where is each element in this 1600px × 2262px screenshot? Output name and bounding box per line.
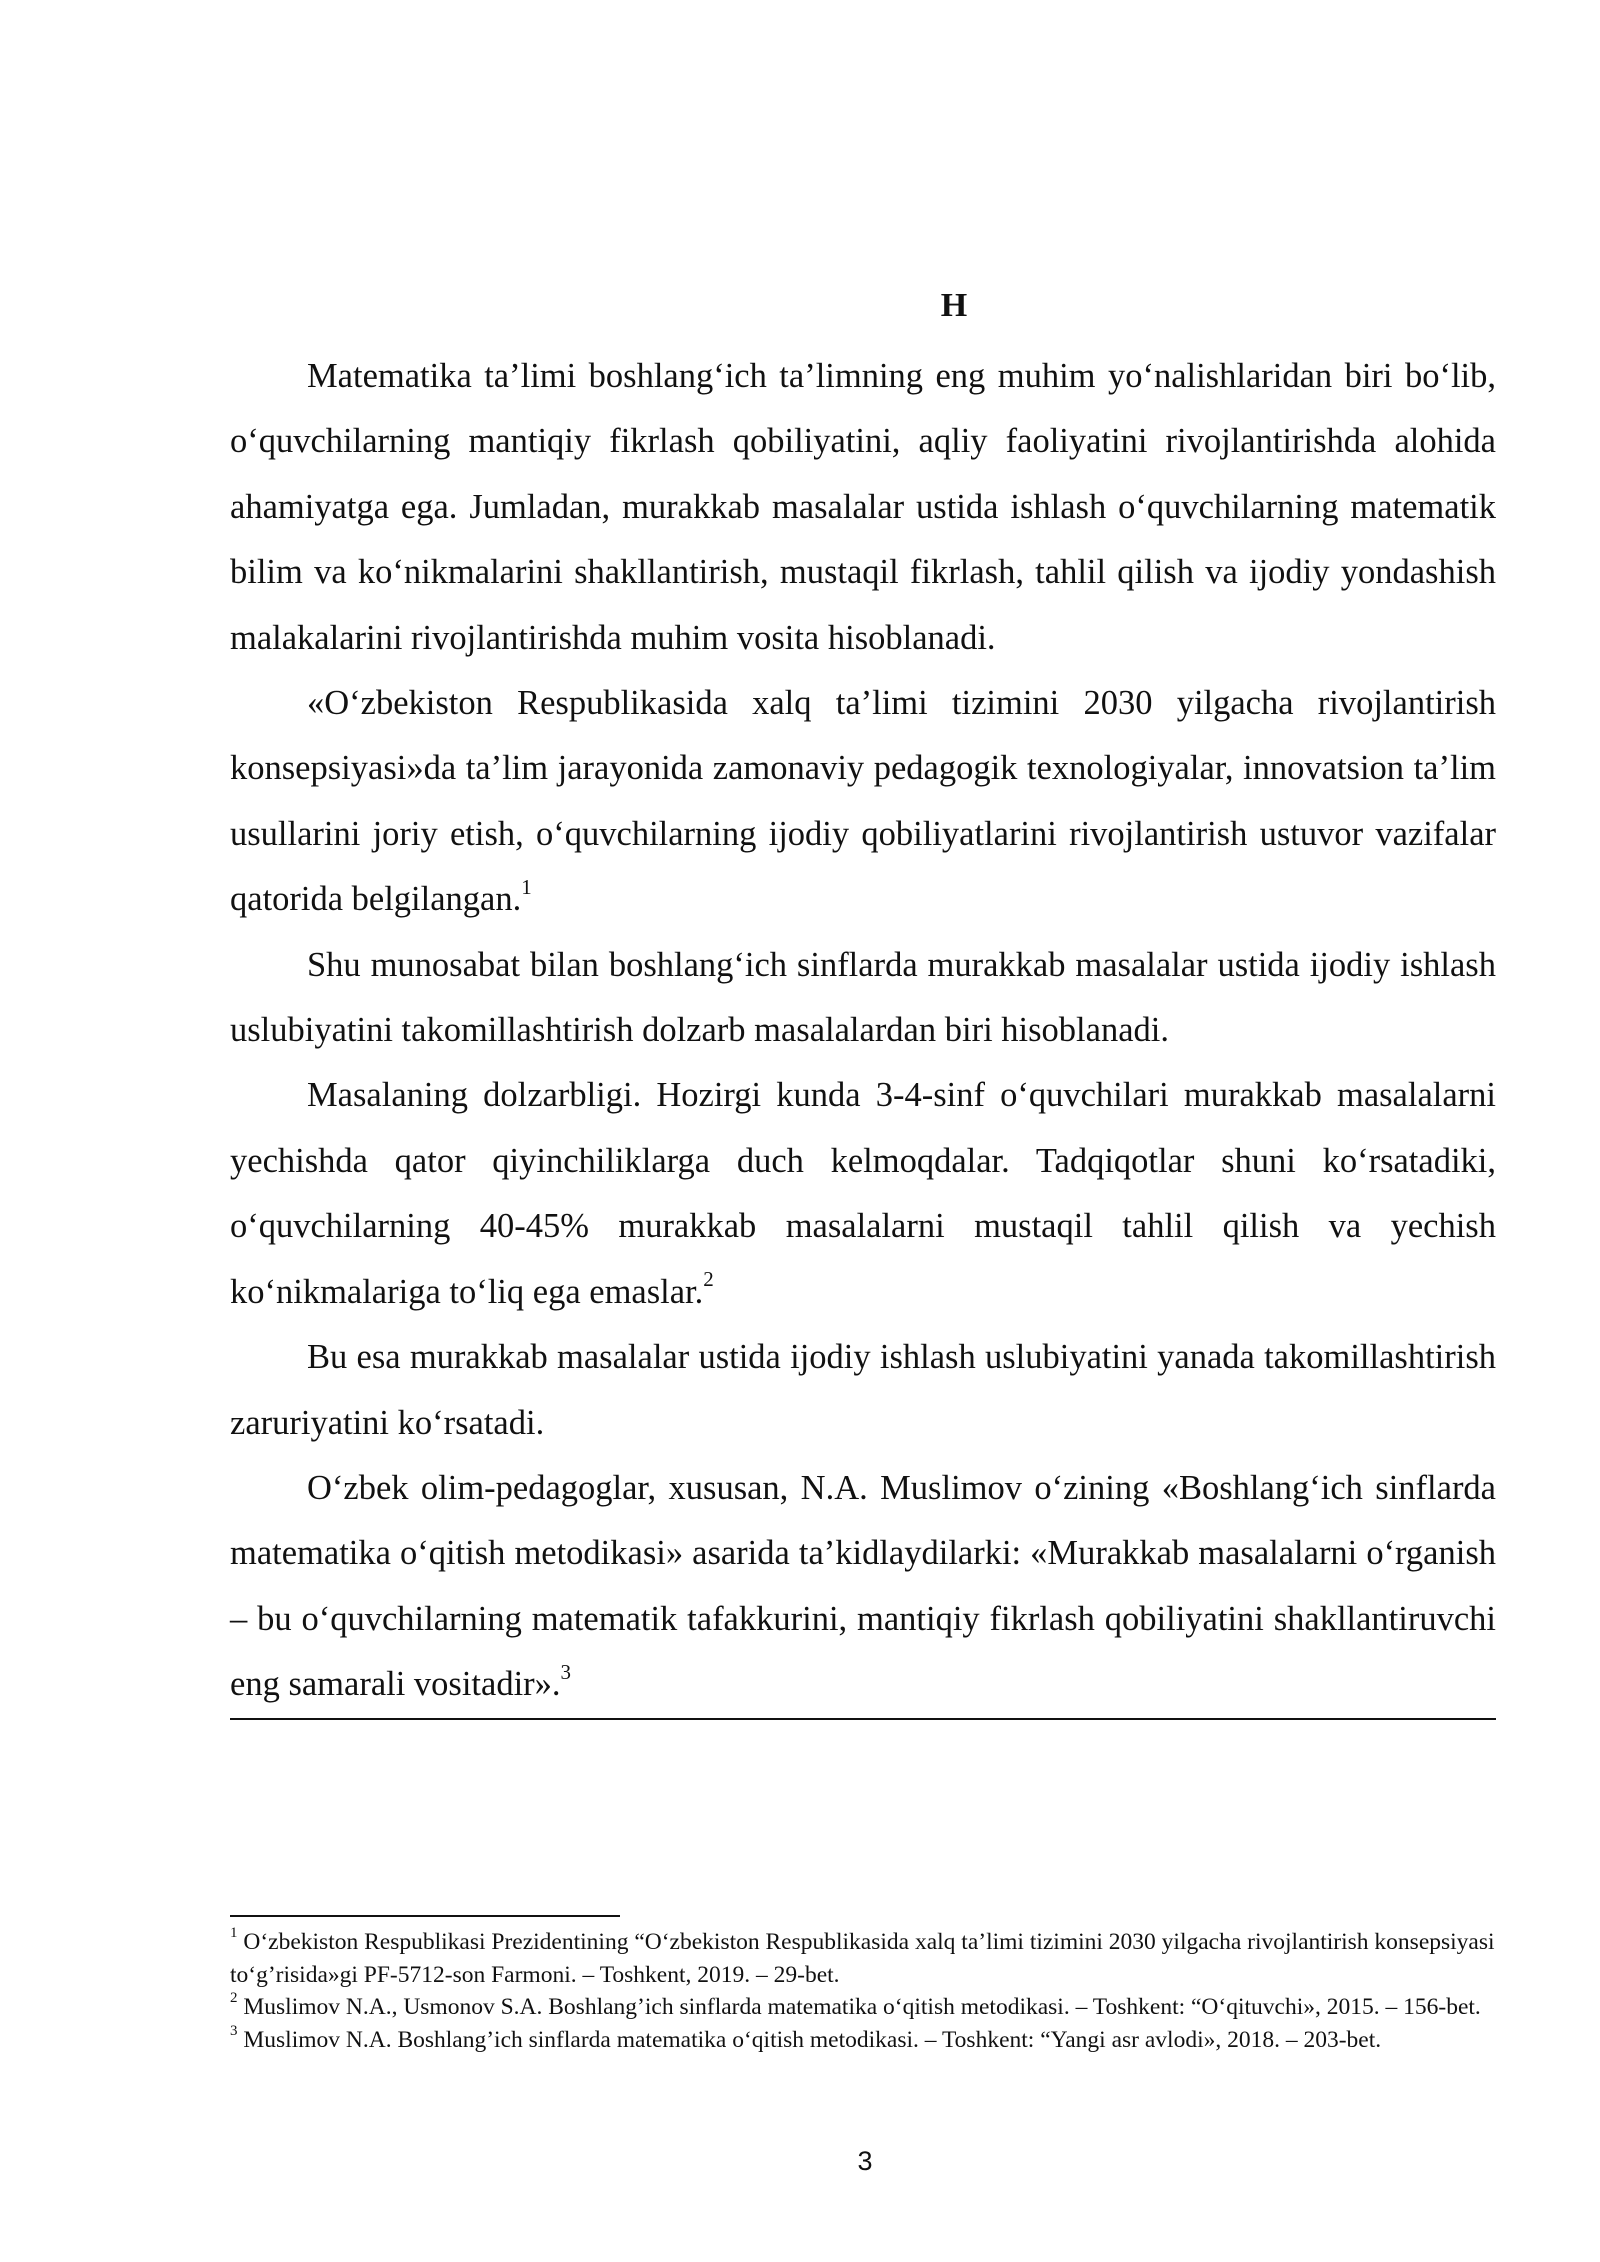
paragraph	[230, 671, 1496, 933]
paragraph	[230, 1325, 1496, 1456]
paragraph-text: Masalaning dolzarbligi. Hozirgi kunda 3-4-sinf o‘quvchilari murakkab masalalarni yechishda qator qiyinchiliklarga duch kelmoqdalar. Tadqiqotlar shuni ko‘rsatadiki, o‘quvchilarning 40-45% murakkab masalalarni mustaqil tahlil qilish va yechish ko‘nikmalariga to‘liq ega emaslar.	[230, 1076, 1496, 1311]
paragraph	[230, 344, 1496, 671]
footnote-reference[interactable]: 2	[703, 1267, 714, 1292]
footnote	[230, 1991, 1496, 2024]
paragraph	[230, 1063, 1496, 1325]
footnotes	[230, 1926, 1496, 2056]
paragraph-text: Shu munosabat bilan boshlang‘ich sinflarda murakkab masalalar ustida ijodiy ishlash uslubiyatini takomillashtirish dolzarb masalalardan biri hisoblanadi.	[230, 945, 1496, 1050]
body-text	[230, 344, 1496, 1720]
paragraph-text: Matematika ta’limi boshlang‘ich ta’limning eng muhim yo‘nalishlaridan biri bo‘lib, o‘quvchilarning mantiqiy fikrlash qobiliyatini, aqliy faoliyatini rivojlantirishda alohida ahamiyatga ega. Jumladan, murakkab masalalar ustida ishlash o‘quvchilarning matematik bilim va ko‘nikmalarini shakllantirish, mustaqil fikrlash, tahlil qilish va ijodiy yondashish malakalarini rivojlantirishda muhim vosita hisoblanadi.	[230, 357, 1496, 657]
page-number: 3	[857, 2146, 873, 2176]
footnote-text: O‘zbekiston Respublikasi Prezidentining “O‘zbekiston Respublikasida xalq ta’limi tizimini 2030 yilgacha rivojlantirish konsepsiyasi to‘g’risida»gi PF-5712-son Farmoni. – Toshkent, 2019. – 29-bet.	[230, 1929, 1495, 1988]
footnote-text: Muslimov N.A., Usmonov S.A. Boshlang’ich sinflarda matematika o‘qitish metodikasi. – Toshkent: “O‘qituvchi», 2015. – 156-bet.	[243, 1994, 1481, 2021]
section-heading: H	[940, 287, 968, 324]
footnote-text: Muslimov N.A. Boshlang’ich sinflarda matematika o‘qitish metodikasi. – Toshkent: “Yangi asr avlodi», 2018. – 203-bet.	[243, 2026, 1382, 2053]
footnote-reference[interactable]: 3	[560, 1659, 572, 1684]
paragraph-text: Bu esa murakkab masalalar ustida ijodiy ishlash uslubiyatini yanada takomillashtirish zaruriyatini ko‘rsatadi.	[230, 1338, 1496, 1442]
footnote-mark: 3	[230, 2022, 238, 2039]
footnote-separator	[230, 1915, 620, 1917]
footnote-mark: 2	[230, 1990, 238, 2007]
paragraph	[230, 933, 1496, 1064]
paragraph-text: «O‘zbekiston Respublikasida xalq ta’limi tizimini 2030 yilgacha rivojlantirish konsepsiyasi»da ta’lim jarayonida zamonaviy pedagogik texnologiyalar, innovatsion ta’lim usullarini joriy etish, o‘quvchilarning ijodiy qobiliyatlarini rivojlantirish ustuvor vazifalar qatorida belgilangan.	[230, 684, 1496, 919]
footnote	[230, 2024, 1496, 2057]
paragraph-text: O‘zbek olim-pedagoglar, xususan, N.A. Muslimov o‘zining «Boshlang‘ich sinflarda matematika o‘qitish metodikasi» asarida ta’kidlaydilarki: «Murakkab masalalarni o‘rganish – bu o‘quvchilarning matematik tafakkurini, mantiqiy fikrlash qobiliyatini shakllantiruvchi eng samarali vositadir».	[230, 1468, 1496, 1704]
footnote-reference[interactable]: 1	[521, 874, 532, 899]
footnote	[230, 1926, 1496, 1991]
footnote-mark: 1	[230, 1925, 238, 1942]
paragraph	[230, 1456, 1496, 1720]
